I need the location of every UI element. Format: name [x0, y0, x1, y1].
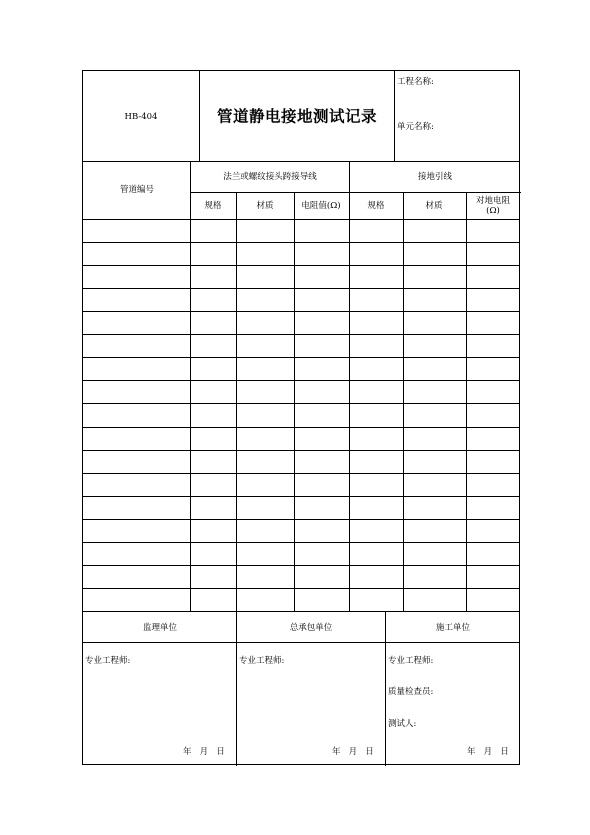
- resistance-cell[interactable]: [294, 450, 349, 473]
- material-cell[interactable]: [236, 473, 294, 496]
- pipe-number-cell[interactable]: [83, 565, 190, 588]
- table-row: [83, 588, 519, 611]
- spec-cell[interactable]: [190, 473, 236, 496]
- project-name-label: 工程名称:: [397, 77, 434, 87]
- spec-cell[interactable]: [190, 242, 236, 265]
- professional-engineer-label: 专业工程师:: [85, 656, 131, 666]
- spec-cell[interactable]: [190, 357, 236, 380]
- pipe-number-cell[interactable]: [83, 311, 190, 334]
- ground-resistance-cell[interactable]: [466, 265, 519, 288]
- table-row: [83, 565, 519, 588]
- spec-header: 规格: [204, 200, 222, 211]
- spec-header: 规格: [367, 200, 385, 211]
- material-cell[interactable]: [403, 334, 466, 357]
- spec-cell[interactable]: [349, 588, 403, 611]
- resistance-cell[interactable]: [294, 565, 349, 588]
- material-cell[interactable]: [236, 403, 294, 426]
- pipe-number-cell[interactable]: [83, 357, 190, 380]
- pipe-number-cell[interactable]: [83, 334, 190, 357]
- material-cell[interactable]: [403, 542, 466, 565]
- resistance-cell[interactable]: [294, 265, 349, 288]
- pipe-number-cell[interactable]: [83, 450, 190, 473]
- material-cell[interactable]: [403, 588, 466, 611]
- pipe-number-cell[interactable]: [83, 427, 190, 450]
- material-cell[interactable]: [403, 357, 466, 380]
- material-cell[interactable]: [403, 519, 466, 542]
- spec-cell[interactable]: [349, 288, 403, 311]
- ground-resistance-cell[interactable]: [466, 334, 519, 357]
- spec-cell[interactable]: [349, 473, 403, 496]
- material-cell[interactable]: [403, 242, 466, 265]
- table-row: [83, 265, 519, 288]
- professional-engineer-label: 专业工程师:: [239, 656, 285, 666]
- resistance-cell[interactable]: [294, 473, 349, 496]
- spec-cell[interactable]: [190, 219, 236, 242]
- divider: [385, 611, 386, 766]
- resistance-cell[interactable]: [294, 542, 349, 565]
- spec-cell[interactable]: [349, 496, 403, 519]
- divider: [199, 71, 200, 161]
- resistance-cell[interactable]: [294, 380, 349, 403]
- material-cell[interactable]: [236, 450, 294, 473]
- pipe-number-cell[interactable]: [83, 242, 190, 265]
- resistance-header: 电阻值(Ω): [301, 200, 341, 211]
- pipe-number-cell[interactable]: [83, 288, 190, 311]
- ground-resistance-cell[interactable]: [466, 588, 519, 611]
- spec-cell[interactable]: [190, 403, 236, 426]
- table-row: [83, 403, 519, 426]
- spec-cell[interactable]: [349, 265, 403, 288]
- material-cell[interactable]: [403, 450, 466, 473]
- pipe-number-header: 管道编号: [119, 184, 155, 195]
- spec-cell[interactable]: [349, 219, 403, 242]
- spec-cell[interactable]: [349, 427, 403, 450]
- ground-resistance-cell[interactable]: [466, 427, 519, 450]
- table-row: [83, 288, 519, 311]
- divider: [394, 71, 395, 161]
- material-cell[interactable]: [236, 311, 294, 334]
- ground-lead-header: 接地引线: [417, 171, 453, 182]
- pipe-number-cell[interactable]: [83, 542, 190, 565]
- material-cell[interactable]: [403, 403, 466, 426]
- ground-resistance-cell[interactable]: [466, 288, 519, 311]
- pipe-number-cell[interactable]: [83, 403, 190, 426]
- date-field: 年 月 日: [183, 747, 225, 757]
- spec-cell[interactable]: [190, 288, 236, 311]
- table-row: [83, 542, 519, 565]
- ground-resistance-cell[interactable]: [466, 519, 519, 542]
- resistance-cell[interactable]: [294, 588, 349, 611]
- spec-cell[interactable]: [190, 542, 236, 565]
- table-row: [83, 357, 519, 380]
- material-cell[interactable]: [236, 357, 294, 380]
- table-row: [83, 219, 519, 242]
- material-cell[interactable]: [236, 588, 294, 611]
- professional-engineer-label: 专业工程师:: [388, 656, 434, 666]
- resistance-cell[interactable]: [294, 219, 349, 242]
- pipe-number-cell[interactable]: [83, 519, 190, 542]
- spec-cell[interactable]: [349, 242, 403, 265]
- unit-name-label: 单元名称:: [397, 122, 434, 132]
- pipe-number-cell[interactable]: [83, 265, 190, 288]
- resistance-cell[interactable]: [294, 357, 349, 380]
- spec-cell[interactable]: [190, 496, 236, 519]
- divider: [83, 161, 519, 162]
- resistance-cell[interactable]: [294, 427, 349, 450]
- spec-cell[interactable]: [349, 334, 403, 357]
- ground-resistance-cell[interactable]: [466, 473, 519, 496]
- ground-resistance-cell[interactable]: [466, 565, 519, 588]
- spec-cell[interactable]: [349, 380, 403, 403]
- material-cell[interactable]: [403, 311, 466, 334]
- quality-inspector-label: 质量检查员:: [388, 687, 434, 697]
- material-cell[interactable]: [403, 565, 466, 588]
- ground-resistance-cell[interactable]: [466, 357, 519, 380]
- spec-cell[interactable]: [190, 565, 236, 588]
- ground-resistance-header: 对地电阻: [475, 195, 511, 206]
- divider: [236, 611, 237, 766]
- spec-cell[interactable]: [349, 542, 403, 565]
- spec-cell[interactable]: [190, 427, 236, 450]
- material-cell[interactable]: [403, 380, 466, 403]
- spec-cell[interactable]: [349, 565, 403, 588]
- spec-cell[interactable]: [349, 357, 403, 380]
- table-row: [83, 242, 519, 265]
- table-row: [83, 450, 519, 473]
- ground-resistance-cell[interactable]: [466, 403, 519, 426]
- resistance-cell[interactable]: [294, 334, 349, 357]
- supervisor-unit-label: 监理单位: [142, 622, 178, 633]
- date-field: 年 月 日: [332, 747, 374, 757]
- spec-cell[interactable]: [190, 588, 236, 611]
- material-cell[interactable]: [236, 542, 294, 565]
- date-field: 年 月 日: [467, 747, 509, 757]
- material-cell[interactable]: [236, 334, 294, 357]
- material-cell[interactable]: [403, 496, 466, 519]
- spec-cell[interactable]: [349, 450, 403, 473]
- test-record-form: [82, 70, 520, 765]
- pipe-number-cell[interactable]: [83, 219, 190, 242]
- divider: [190, 192, 521, 193]
- ground-resistance-cell[interactable]: [466, 380, 519, 403]
- table-row: [83, 519, 519, 542]
- material-header: 材质: [425, 200, 443, 211]
- general-contractor-label: 总承包单位: [289, 622, 333, 633]
- ground-resistance-cell[interactable]: [466, 311, 519, 334]
- material-cell[interactable]: [236, 427, 294, 450]
- material-cell[interactable]: [403, 265, 466, 288]
- resistance-cell[interactable]: [294, 242, 349, 265]
- resistance-cell[interactable]: [294, 496, 349, 519]
- material-cell[interactable]: [236, 380, 294, 403]
- table-row: [83, 380, 519, 403]
- table-row: [83, 473, 519, 496]
- material-cell[interactable]: [236, 565, 294, 588]
- spec-cell[interactable]: [190, 311, 236, 334]
- material-cell[interactable]: [403, 288, 466, 311]
- flange-jumper-header: 法兰或螺纹接头跨接导线: [223, 171, 317, 182]
- spec-cell[interactable]: [190, 450, 236, 473]
- spec-cell[interactable]: [349, 403, 403, 426]
- table-row: [83, 311, 519, 334]
- spec-cell[interactable]: [190, 380, 236, 403]
- ground-resistance-cell[interactable]: [466, 450, 519, 473]
- ground-resistance-cell[interactable]: [466, 219, 519, 242]
- table-row: [83, 427, 519, 450]
- material-cell[interactable]: [236, 288, 294, 311]
- ground-resistance-cell[interactable]: [466, 496, 519, 519]
- form-code: HB-404: [124, 111, 158, 122]
- spec-cell[interactable]: [190, 265, 236, 288]
- table-row: [83, 496, 519, 519]
- ground-resistance-cell[interactable]: [466, 242, 519, 265]
- material-cell[interactable]: [403, 427, 466, 450]
- divider: [83, 642, 519, 643]
- spec-cell[interactable]: [190, 334, 236, 357]
- material-cell[interactable]: [236, 519, 294, 542]
- pipe-number-cell[interactable]: [83, 588, 190, 611]
- spec-cell[interactable]: [349, 519, 403, 542]
- spec-cell[interactable]: [190, 519, 236, 542]
- material-header: 材质: [256, 200, 274, 211]
- tester-label: 测试人:: [388, 719, 417, 729]
- table-row: [83, 334, 519, 357]
- material-cell[interactable]: [236, 242, 294, 265]
- resistance-cell[interactable]: [294, 403, 349, 426]
- pipe-number-cell[interactable]: [83, 473, 190, 496]
- material-cell[interactable]: [236, 496, 294, 519]
- pipe-number-cell[interactable]: [83, 380, 190, 403]
- resistance-cell[interactable]: [294, 311, 349, 334]
- material-cell[interactable]: [403, 219, 466, 242]
- pipe-number-cell[interactable]: [83, 496, 190, 519]
- form-title: 管道静电接地测试记录: [216, 107, 378, 126]
- ground-resistance-unit: (Ω): [486, 205, 500, 216]
- material-cell[interactable]: [403, 473, 466, 496]
- divider: [83, 611, 519, 612]
- spec-cell[interactable]: [349, 311, 403, 334]
- material-cell[interactable]: [236, 265, 294, 288]
- ground-resistance-cell[interactable]: [466, 542, 519, 565]
- material-cell[interactable]: [236, 219, 294, 242]
- construction-unit-label: 施工单位: [435, 622, 471, 633]
- resistance-cell[interactable]: [294, 288, 349, 311]
- resistance-cell[interactable]: [294, 519, 349, 542]
